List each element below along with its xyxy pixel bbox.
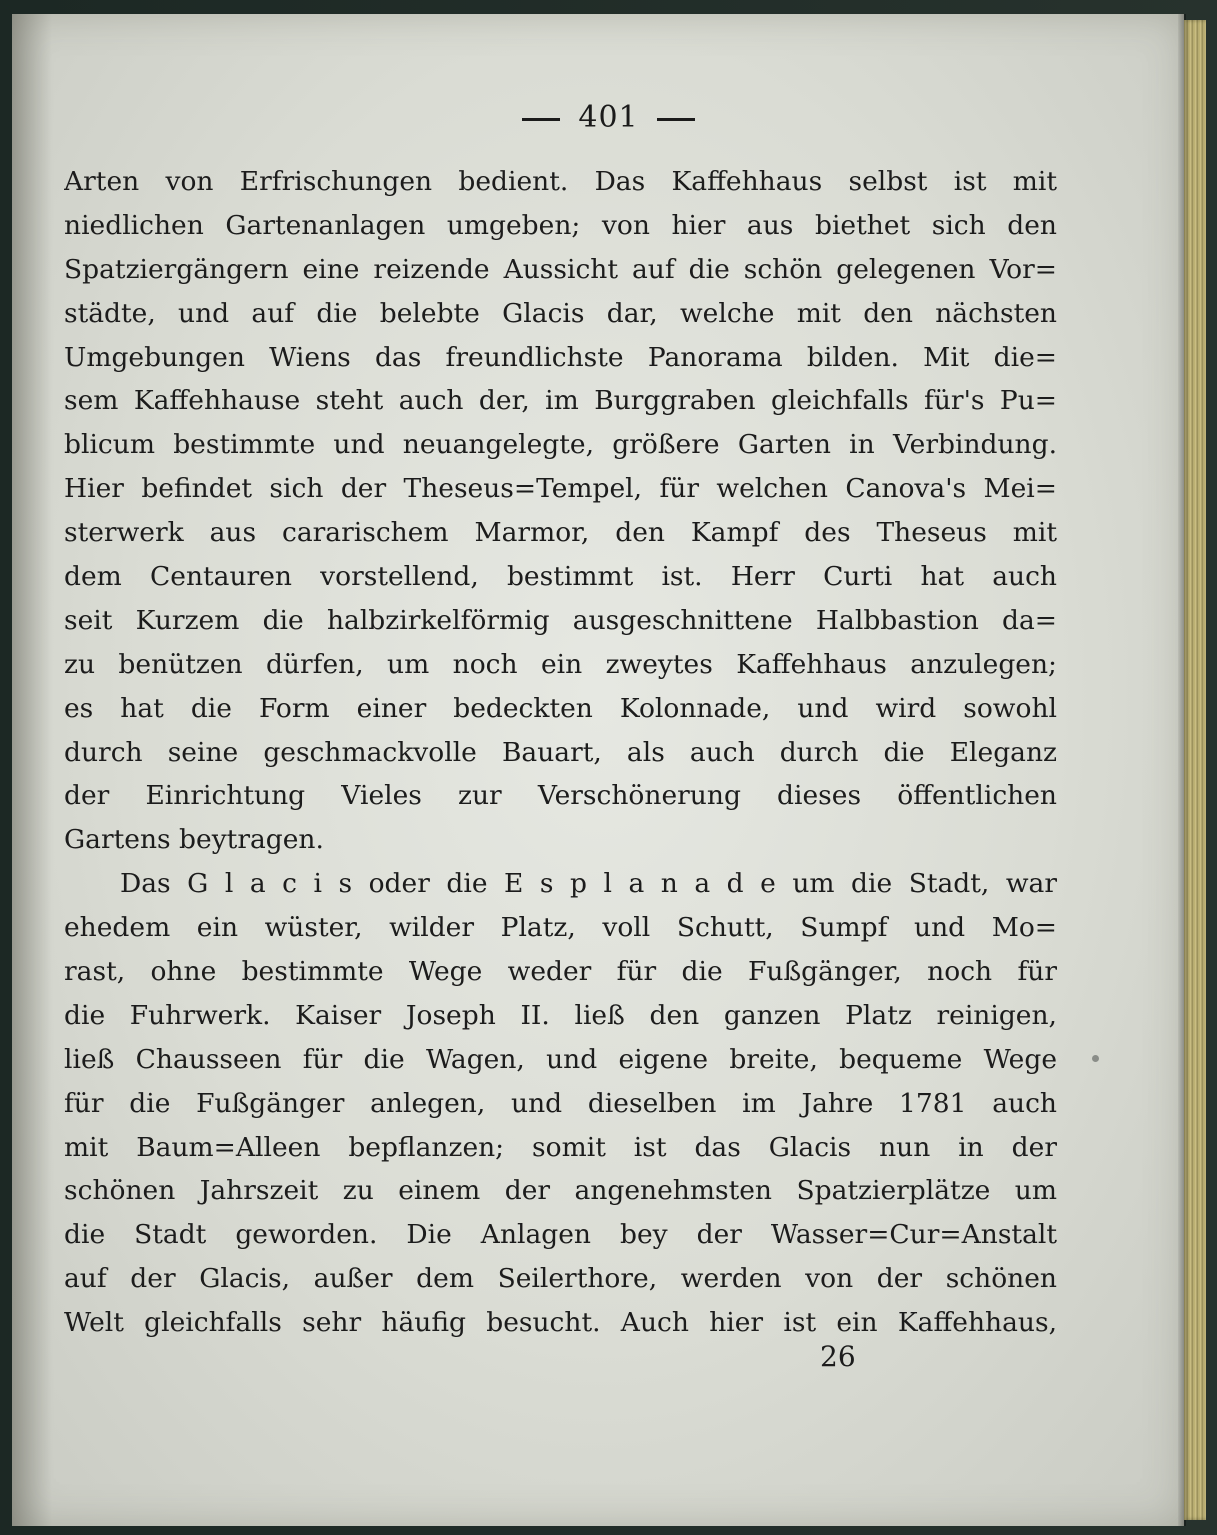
text-line: sem Kaffehhause steht auch der, im Burggraben gleichfalls für's Pu= <box>64 385 1057 417</box>
header-dash-left <box>522 118 560 121</box>
text-line: durch seine geschmackvolle Bauart, als auch durch die Eleganz <box>64 736 1057 768</box>
text-line: ließ Chausseen für die Wagen, und eigene breite, bequeme Wege <box>64 1043 1057 1075</box>
signature-mark: 26 <box>820 1340 856 1373</box>
text-line: die Fuhrwerk. Kaiser Joseph II. ließ den ganzen Platz reinigen, <box>64 999 1057 1031</box>
text-line: für die Fußgänger anlegen, und dieselben im Jahre 1781 auch <box>64 1087 1057 1119</box>
book-page-edges <box>1184 20 1206 1520</box>
text-line: ehedem ein wüster, wilder Platz, voll Schutt, Sumpf und Mo= <box>64 912 1057 944</box>
text-line: Spatziergängern eine reizende Aussicht auf die schön gelegenen Vor= <box>64 253 1057 285</box>
paragraph-start-line: Das G l a c i s oder die E s p l a n a d e um die Stadt, war <box>120 868 1057 900</box>
text-line: rast, ohne bestimmte Wege weder für die Fußgänger, noch für <box>64 956 1057 988</box>
text-line: sterwerk aus cararischem Marmor, den Kampf des Theseus mit <box>64 517 1057 549</box>
spine-shadow <box>12 14 52 1526</box>
text-line: Welt gleichfalls sehr häufig besucht. Auch hier ist ein Kaffehhaus, <box>64 1307 1057 1339</box>
text-line: städte, und auf die belebte Glacis dar, welche mit den nächsten <box>64 297 1057 329</box>
text-line: Umgebungen Wiens das freundlichste Panorama bilden. Mit die= <box>64 341 1057 373</box>
page-number: 401 <box>578 100 639 135</box>
text-line: niedlichen Gartenanlagen umgeben; von hier aus biethet sich den <box>64 209 1057 241</box>
text-line: es hat die Form einer bedeckten Kolonnade, und wird sowohl <box>64 692 1057 724</box>
text-line: seit Kurzem die halbzirkelförmig ausgeschnittene Halbbastion da= <box>64 604 1057 636</box>
text-line: die Stadt geworden. Die Anlagen bey der Wasser=Cur=Anstalt <box>64 1219 1057 1251</box>
text-line: Arten von Erfrischungen bedient. Das Kaffehhaus selbst ist mit <box>64 166 1057 197</box>
text-line: auf der Glacis, außer dem Seilerthore, werden von der schönen <box>64 1263 1057 1295</box>
text-line: der Einrichtung Vieles zur Verschönerung dieses öffentlichen <box>64 780 1057 812</box>
text-line: dem Centauren vorstellend, bestimmt ist. Herr Curti hat auch <box>64 561 1057 593</box>
text-line: Hier befindet sich der Theseus=Tempel, für welchen Canova's Mei= <box>64 473 1057 505</box>
text-line: zu benützen dürfen, um noch ein zweytes Kaffehhaus anzulegen; <box>64 648 1057 680</box>
paragraph-end-line: Gartens beytragen. <box>64 824 324 856</box>
body-text <box>64 160 1057 1345</box>
paper-speck <box>1092 1055 1099 1062</box>
text-line: schönen Jahrszeit zu einem der angenehmsten Spatzierplätze um <box>64 1175 1057 1207</box>
text-line: blicum bestimmte und neuangelegte, größere Garten in Verbindung. <box>64 429 1057 461</box>
header-dash-right <box>657 118 695 121</box>
page-header <box>0 100 1217 135</box>
text-line: mit Baum=Alleen bepflanzen; somit ist das Glacis nun in der <box>64 1131 1057 1163</box>
